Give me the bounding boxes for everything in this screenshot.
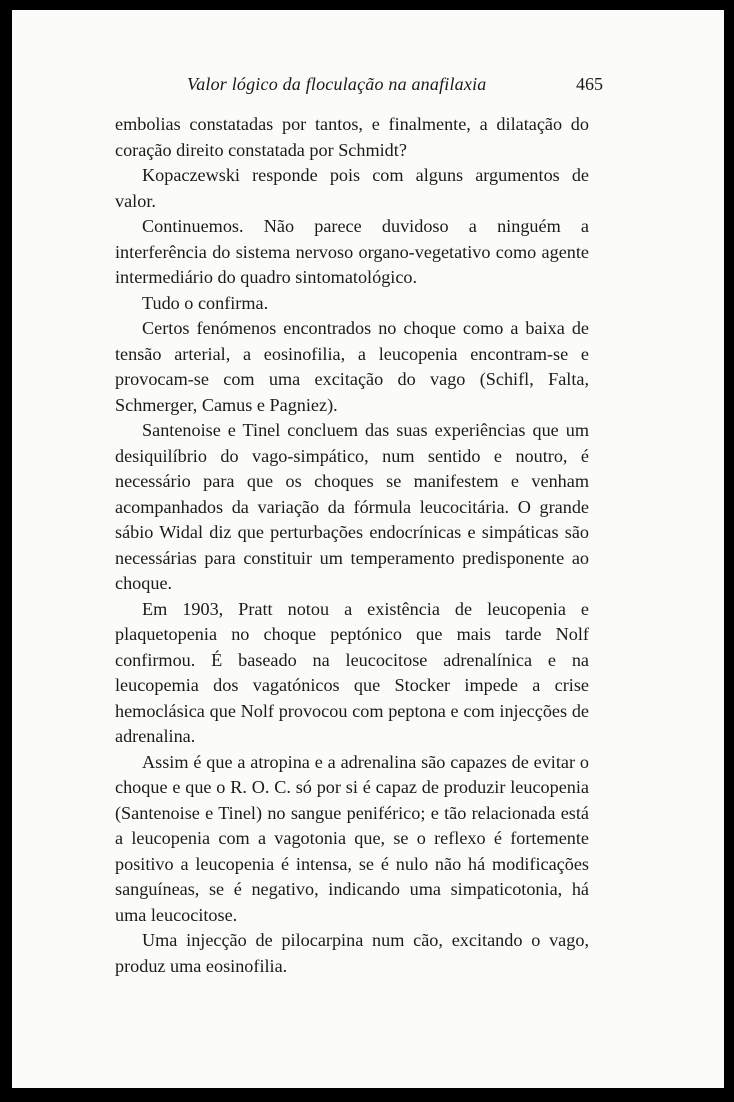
paragraph: embolias constatadas por tantos, e finalmente, a dilatação do coração direito constatada por Schmidt?: [115, 114, 589, 160]
paragraph: Kopaczewski responde pois com alguns argumentos de valor.: [115, 165, 589, 211]
body-text: [115, 112, 589, 979]
paragraph: Uma injecção de pilocarpina num cão, excitando o vago, produz uma eosinofilia.: [115, 930, 589, 976]
paragraph: Continuemos. Não parece duvidoso a ninguém a interferência do sistema nervoso organo-vegetativo como agente intermediário do quadro sintomatológico.: [115, 216, 589, 287]
paragraph: Em 1903, Pratt notou a existência de leucopenia e plaquetopenia no choque peptónico que mais tarde Nolf confirmou. É baseado na leucocitose adrenalínica e na leucopemia dos vagatónicos que Stocker impede a crise hemoclásica que Nolf provocou com peptona e com injecções de adrenalina.: [115, 598, 589, 746]
paragraph: Assim é que a atropina e a adrenalina são capazes de evitar o choque e que o R. O. C. só por si é capaz de produzir leucopenia (Santenoise e Tinel) no sangue peniférico; e tão relacionada está a leucopenia com a vagotonia que, se o reflexo é fortemente positivo a leucopenia é intensa, se é nulo não há modificações sanguíneas, se é negativo, indicando uma simpaticotonia, há uma leucocitose.: [115, 751, 589, 925]
book-page: [12, 10, 724, 1088]
paragraph: Certos fenómenos encontrados no choque como a baixa de tensão arterial, a eosinofilia, a leucopenia encontram-se e provocam-se com uma excitação do vago (Schifl, Falta, Schmerger, Camus e Pagniez).: [115, 318, 589, 415]
page-header: [117, 72, 611, 102]
paragraph: Santenoise e Tinel concluem das suas experiências que um desiquilíbrio do vago-simpático, num sentido e noutro, é necessário para que os choques se manifestem e venham acompanhados da variação da fórmula leucocitária. O grande sábio Widal diz que perturbações endocrínicas e simpáticas são necessárias para constituir um temperamento predisponente ao choque.: [115, 420, 589, 593]
paragraph: Tudo o confirma.: [142, 292, 269, 313]
running-title: Valor lógico da floculação na anafilaxia: [187, 74, 487, 94]
page-number: 465: [576, 74, 603, 94]
